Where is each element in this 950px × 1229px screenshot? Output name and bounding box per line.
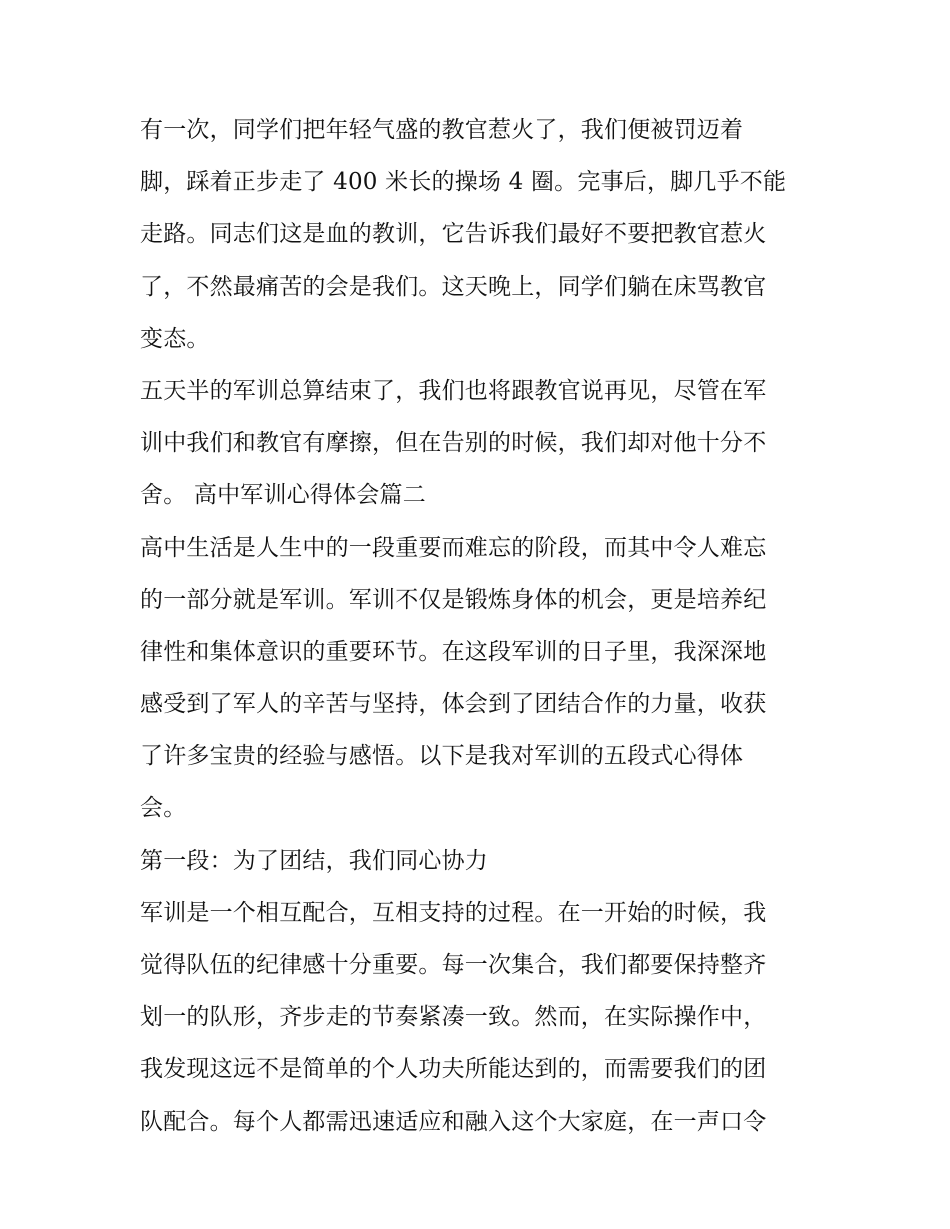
text-line-1: 有一次，同学们把年轻气盛的教官惹火了，我们便被罚迈着 — [140, 117, 744, 143]
text-line-20: 队配合。每个人都需迅速适应和融入这个大家庭，在一声口令 — [140, 1108, 767, 1135]
text-line-16: 军训是一个相互配合，互相支持的过程。在一开始的时候，我 — [140, 899, 767, 926]
text-line-11: 律性和集体意识的重要环节。在这段军训的日子里，我深深地 — [140, 638, 767, 665]
text-line-5: 变态。 — [140, 325, 210, 352]
text-line-6: 五天半的军训总算结束了，我们也将跟教官说再见，尽管在军 — [140, 377, 767, 404]
section-heading-line: 第一段：为了团结，我们同心协力 — [140, 847, 488, 874]
text-line-2: 脚，踩着正步走了 400 米长的操场 4 圈。完事后，脚几乎不能 — [140, 169, 787, 196]
text-line-3: 走路。同志们这是血的教训，它告诉我们最好不要把教官惹火 — [140, 221, 767, 248]
text-line-13: 了许多宝贵的经验与感悟。以下是我对军训的五段式心得体 — [140, 743, 744, 770]
text-line-9: 高中生活是人生中的一段重要而难忘的阶段，而其中令人难忘 — [140, 534, 767, 561]
text-line-4: 了，不然最痛苦的会是我们。这天晚上，同学们躺在床骂教官 — [140, 273, 767, 300]
text-line-18: 划一的队形，齐步走的节奏紧凑一致。然而，在实际操作中， — [140, 1004, 767, 1031]
text-line-14: 会。 — [140, 795, 187, 822]
text-line-10: 的一部分就是军训。军训不仅是锻炼身体的机会，更是培养纪 — [140, 586, 767, 613]
document-body — [140, 104, 812, 1148]
text-line-7: 训中我们和教官有摩擦，但在告别的时候，我们却对他十分不 — [140, 430, 767, 457]
text-line-8: 舍。 高中军训心得体会篇二 — [140, 482, 426, 509]
text-line-12: 感受到了军人的辛苦与坚持，体会到了团结合作的力量，收获 — [140, 691, 767, 718]
text-line-17: 觉得队伍的纪律感十分重要。每一次集合，我们都要保持整齐 — [140, 952, 767, 978]
text-line-19: 我发现这远不是简单的个人功夫所能达到的，而需要我们的团 — [140, 1056, 767, 1083]
